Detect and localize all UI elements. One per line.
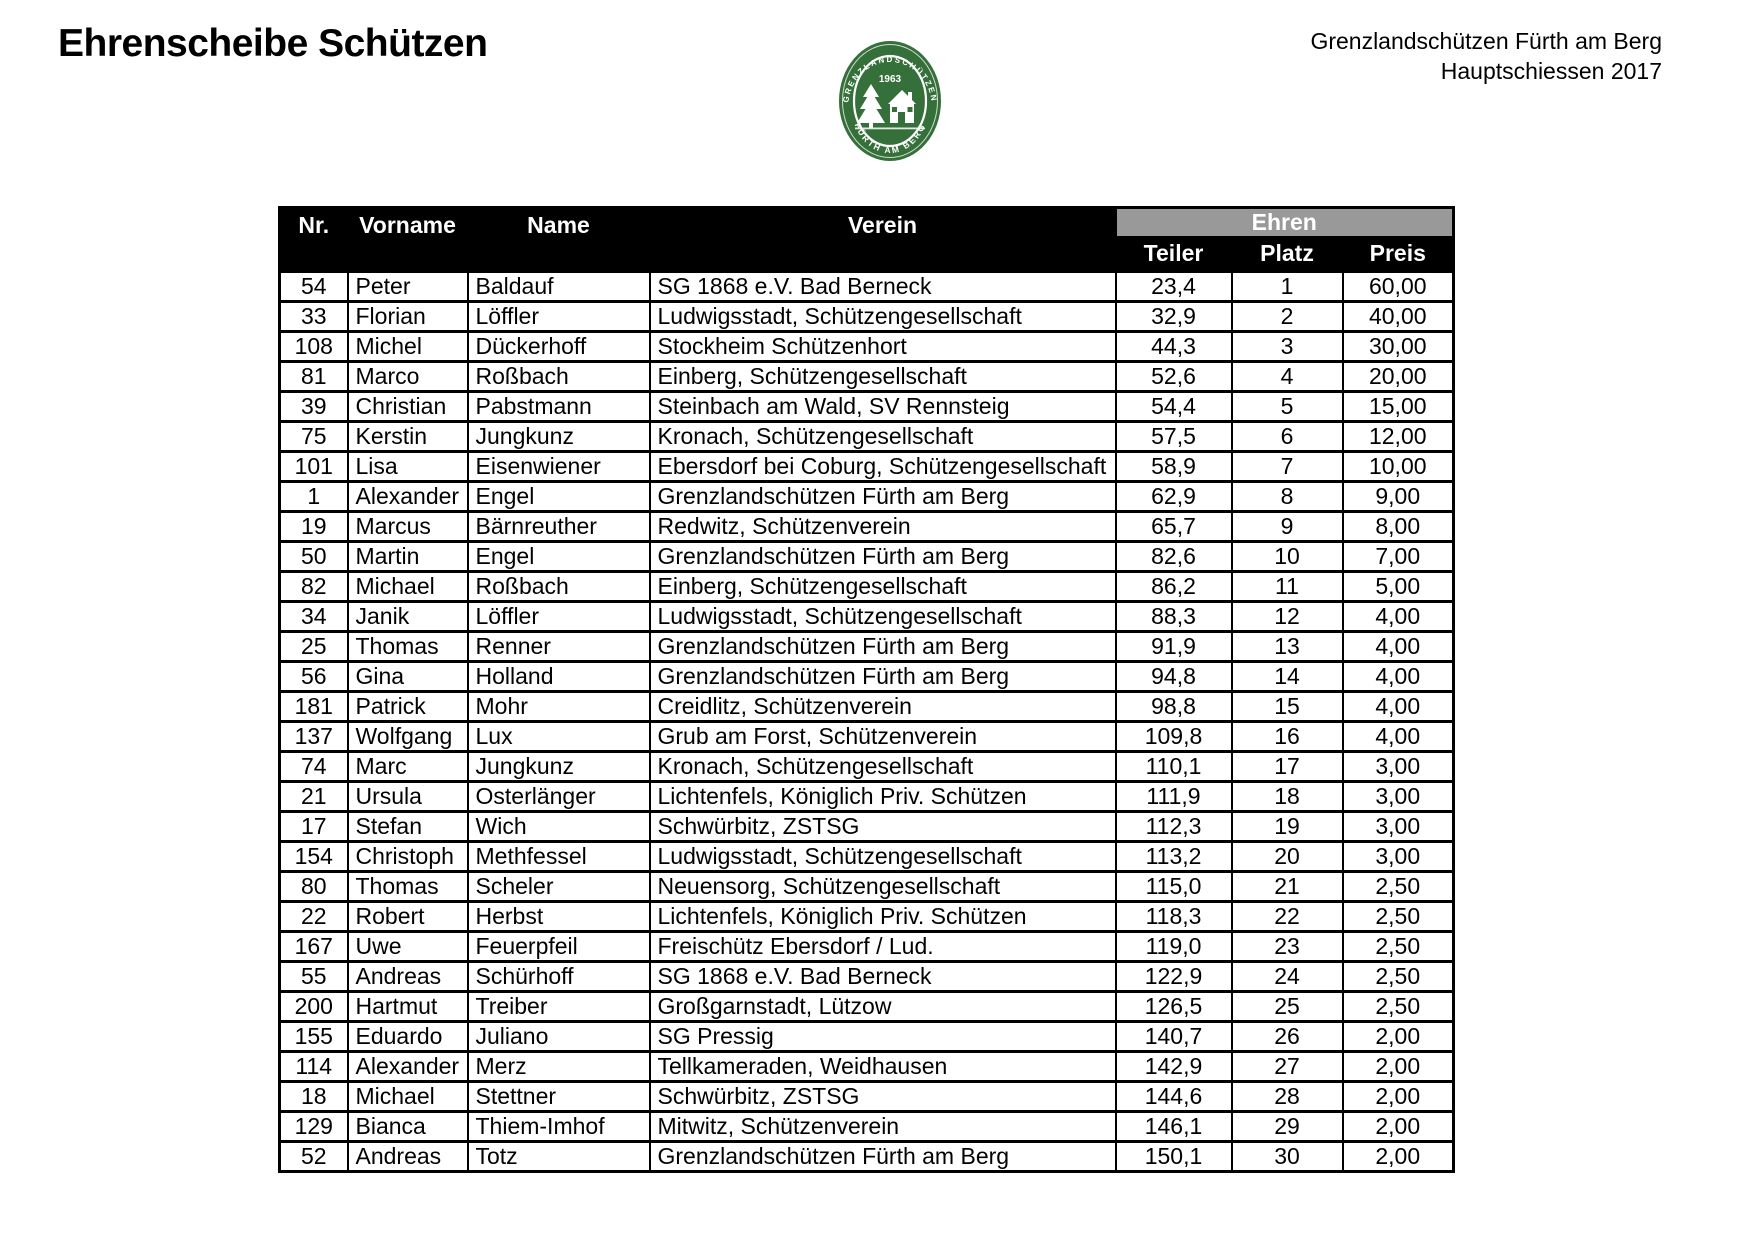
cell-preis: 10,00: [1343, 451, 1454, 481]
cell-verein: Grenzlandschützen Fürth am Berg: [650, 541, 1116, 571]
cell-preis: 2,50: [1343, 961, 1454, 991]
cell-preis: 4,00: [1343, 691, 1454, 721]
cell-verein: Kronach, Schützengesellschaft: [650, 751, 1116, 781]
cell-name: Scheler: [468, 871, 650, 901]
cell-preis: 2,00: [1343, 1141, 1454, 1171]
cell-nr: 55: [280, 961, 348, 991]
cell-teiler: 126,5: [1116, 991, 1232, 1021]
cell-teiler: 44,3: [1116, 331, 1232, 361]
cell-vorname: Michel: [348, 331, 468, 361]
cell-vorname: Alexander: [348, 1051, 468, 1081]
table-row: [280, 1021, 1454, 1051]
cell-vorname: Stefan: [348, 811, 468, 841]
cell-platz: 10: [1232, 541, 1343, 571]
cell-name: Wich: [468, 811, 650, 841]
cell-teiler: 98,8: [1116, 691, 1232, 721]
table-row: [280, 871, 1454, 901]
cell-vorname: Uwe: [348, 931, 468, 961]
cell-platz: 7: [1232, 451, 1343, 481]
cell-name: Totz: [468, 1141, 650, 1171]
results-tbody: [280, 271, 1454, 1171]
page-title: Ehrenscheibe Schützen: [58, 22, 488, 65]
cell-nr: 39: [280, 391, 348, 421]
table-row: [280, 781, 1454, 811]
cell-verein: Ludwigsstadt, Schützengesellschaft: [650, 301, 1116, 331]
cell-teiler: 82,6: [1116, 541, 1232, 571]
cell-vorname: Robert: [348, 901, 468, 931]
cell-platz: 21: [1232, 871, 1343, 901]
cell-platz: 29: [1232, 1111, 1343, 1141]
cell-nr: 34: [280, 601, 348, 631]
cell-preis: 2,00: [1343, 1051, 1454, 1081]
cell-platz: 8: [1232, 481, 1343, 511]
cell-preis: 20,00: [1343, 361, 1454, 391]
cell-verein: Lichtenfels, Königlich Priv. Schützen: [650, 901, 1116, 931]
cell-preis: 40,00: [1343, 301, 1454, 331]
cell-verein: Schwürbitz, ZSTSG: [650, 811, 1116, 841]
cell-verein: Grenzlandschützen Fürth am Berg: [650, 661, 1116, 691]
table-row: [280, 841, 1454, 871]
cell-name: Lux: [468, 721, 650, 751]
cell-vorname: Marcus: [348, 511, 468, 541]
cell-nr: 155: [280, 1021, 348, 1051]
cell-vorname: Patrick: [348, 691, 468, 721]
cell-nr: 52: [280, 1141, 348, 1171]
cell-vorname: Lisa: [348, 451, 468, 481]
cell-teiler: 119,0: [1116, 931, 1232, 961]
table-row: [280, 1051, 1454, 1081]
cell-name: Baldauf: [468, 271, 650, 301]
org-name: Grenzlandschützen Fürth am Berg: [1310, 28, 1662, 54]
cell-preis: 5,00: [1343, 571, 1454, 601]
cell-platz: 13: [1232, 631, 1343, 661]
cell-nr: 18: [280, 1081, 348, 1111]
cell-preis: 2,50: [1343, 901, 1454, 931]
cell-teiler: 57,5: [1116, 421, 1232, 451]
table-row: [280, 991, 1454, 1021]
cell-name: Pabstmann: [468, 391, 650, 421]
cell-vorname: Marc: [348, 751, 468, 781]
table-row: [280, 901, 1454, 931]
logo-ground-line: [855, 128, 925, 130]
cell-verein: Grenzlandschützen Fürth am Berg: [650, 481, 1116, 511]
cell-name: Roßbach: [468, 361, 650, 391]
cell-nr: 80: [280, 871, 348, 901]
logo-year: 1963: [878, 74, 902, 85]
cell-platz: 27: [1232, 1051, 1343, 1081]
cell-platz: 25: [1232, 991, 1343, 1021]
cell-name: Engel: [468, 481, 650, 511]
results-table: [278, 206, 1455, 1173]
cell-preis: 3,00: [1343, 751, 1454, 781]
cell-nr: 74: [280, 751, 348, 781]
cell-platz: 14: [1232, 661, 1343, 691]
cell-preis: 30,00: [1343, 331, 1454, 361]
cell-teiler: 110,1: [1116, 751, 1232, 781]
cell-platz: 15: [1232, 691, 1343, 721]
cell-platz: 4: [1232, 361, 1343, 391]
cell-teiler: 113,2: [1116, 841, 1232, 871]
cell-nr: 1: [280, 481, 348, 511]
cell-vorname: Janik: [348, 601, 468, 631]
club-logo-icon: [838, 40, 942, 162]
cell-platz: 11: [1232, 571, 1343, 601]
cell-name: Herbst: [468, 901, 650, 931]
cell-vorname: Kerstin: [348, 421, 468, 451]
cell-teiler: 111,9: [1116, 781, 1232, 811]
cell-nr: 21: [280, 781, 348, 811]
cell-name: Schürhoff: [468, 961, 650, 991]
cell-platz: 26: [1232, 1021, 1343, 1051]
cell-nr: 108: [280, 331, 348, 361]
cell-nr: 75: [280, 421, 348, 451]
cell-teiler: 58,9: [1116, 451, 1232, 481]
cell-nr: 129: [280, 1111, 348, 1141]
cell-preis: 9,00: [1343, 481, 1454, 511]
cell-teiler: 122,9: [1116, 961, 1232, 991]
cell-platz: 23: [1232, 931, 1343, 961]
header-row-1: [280, 208, 1454, 238]
cell-teiler: 94,8: [1116, 661, 1232, 691]
cell-verein: Ludwigsstadt, Schützengesellschaft: [650, 601, 1116, 631]
cell-teiler: 23,4: [1116, 271, 1232, 301]
cell-vorname: Hartmut: [348, 991, 468, 1021]
cell-verein: Lichtenfels, Königlich Priv. Schützen: [650, 781, 1116, 811]
cell-teiler: 91,9: [1116, 631, 1232, 661]
cell-preis: 8,00: [1343, 511, 1454, 541]
cell-vorname: Ursula: [348, 781, 468, 811]
cell-vorname: Christoph: [348, 841, 468, 871]
table-row: [280, 661, 1454, 691]
table-row: [280, 331, 1454, 361]
cell-name: Renner: [468, 631, 650, 661]
cell-vorname: Thomas: [348, 871, 468, 901]
cell-preis: 2,00: [1343, 1081, 1454, 1111]
cell-vorname: Florian: [348, 301, 468, 331]
cell-verein: Großgarnstadt, Lützow: [650, 991, 1116, 1021]
cell-verein: SG 1868 e.V. Bad Berneck: [650, 271, 1116, 301]
cell-platz: 5: [1232, 391, 1343, 421]
cell-verein: Grenzlandschützen Fürth am Berg: [650, 1141, 1116, 1171]
cell-nr: 82: [280, 571, 348, 601]
cell-teiler: 109,8: [1116, 721, 1232, 751]
cell-teiler: 54,4: [1116, 391, 1232, 421]
cell-preis: 2,50: [1343, 931, 1454, 961]
table-row: [280, 931, 1454, 961]
table-row: [280, 451, 1454, 481]
cell-teiler: 52,6: [1116, 361, 1232, 391]
cell-platz: 2: [1232, 301, 1343, 331]
cell-nr: 167: [280, 931, 348, 961]
cell-teiler: 146,1: [1116, 1111, 1232, 1141]
cell-verein: Einberg, Schützengesellschaft: [650, 571, 1116, 601]
cell-verein: Creidlitz, Schützenverein: [650, 691, 1116, 721]
cell-nr: 114: [280, 1051, 348, 1081]
col-header-name: Name: [468, 208, 650, 272]
cell-verein: SG Pressig: [650, 1021, 1116, 1051]
cell-name: Methfessel: [468, 841, 650, 871]
cell-name: Löffler: [468, 601, 650, 631]
cell-teiler: 32,9: [1116, 301, 1232, 331]
cell-preis: 3,00: [1343, 811, 1454, 841]
cell-preis: 2,00: [1343, 1021, 1454, 1051]
cell-platz: 3: [1232, 331, 1343, 361]
cell-verein: Grub am Forst, Schützenverein: [650, 721, 1116, 751]
cell-vorname: Eduardo: [348, 1021, 468, 1051]
cell-nr: 22: [280, 901, 348, 931]
cell-name: Jungkunz: [468, 751, 650, 781]
cell-nr: 33: [280, 301, 348, 331]
cell-preis: 60,00: [1343, 271, 1454, 301]
col-header-nr: Nr.: [280, 208, 348, 272]
cell-verein: Mitwitz, Schützenverein: [650, 1111, 1116, 1141]
cell-name: Engel: [468, 541, 650, 571]
cell-platz: 18: [1232, 781, 1343, 811]
cell-platz: 9: [1232, 511, 1343, 541]
cell-teiler: 88,3: [1116, 601, 1232, 631]
table-row: [280, 511, 1454, 541]
cell-preis: 4,00: [1343, 721, 1454, 751]
cell-verein: Ebersdorf bei Coburg, Schützengesellschaft: [650, 451, 1116, 481]
cell-name: Thiem-Imhof: [468, 1111, 650, 1141]
cell-verein: Einberg, Schützengesellschaft: [650, 361, 1116, 391]
logo-text-bottom: FÜRTH AM BERG: [852, 121, 928, 156]
cell-name: Jungkunz: [468, 421, 650, 451]
cell-platz: 17: [1232, 751, 1343, 781]
col-header-platz: Platz: [1232, 237, 1343, 271]
cell-preis: 2,50: [1343, 871, 1454, 901]
table-row: [280, 271, 1454, 301]
cell-verein: Redwitz, Schützenverein: [650, 511, 1116, 541]
cell-teiler: 65,7: [1116, 511, 1232, 541]
cell-name: Stettner: [468, 1081, 650, 1111]
cell-nr: 54: [280, 271, 348, 301]
cell-teiler: 140,7: [1116, 1021, 1232, 1051]
cell-preis: 3,00: [1343, 781, 1454, 811]
table-row: [280, 961, 1454, 991]
cell-verein: Stockheim Schützenhort: [650, 331, 1116, 361]
cell-vorname: Thomas: [348, 631, 468, 661]
table-row: [280, 751, 1454, 781]
cell-preis: 7,00: [1343, 541, 1454, 571]
cell-name: Dückerhoff: [468, 331, 650, 361]
cell-platz: 12: [1232, 601, 1343, 631]
cell-name: Eisenwiener: [468, 451, 650, 481]
cell-preis: 12,00: [1343, 421, 1454, 451]
cell-teiler: 150,1: [1116, 1141, 1232, 1171]
cell-platz: 20: [1232, 841, 1343, 871]
cell-vorname: Peter: [348, 271, 468, 301]
cell-verein: Schwürbitz, ZSTSG: [650, 1081, 1116, 1111]
table-row: [280, 601, 1454, 631]
table-row: [280, 301, 1454, 331]
table-row: [280, 391, 1454, 421]
cell-verein: SG 1868 e.V. Bad Berneck: [650, 961, 1116, 991]
logo-text-top: GRENZLANDSCHÜTZEN: [841, 54, 939, 104]
cell-nr: 181: [280, 691, 348, 721]
cell-nr: 50: [280, 541, 348, 571]
table-row: [280, 631, 1454, 661]
cell-platz: 1: [1232, 271, 1343, 301]
cell-name: Feuerpfeil: [468, 931, 650, 961]
cell-preis: 2,50: [1343, 991, 1454, 1021]
cell-name: Löffler: [468, 301, 650, 331]
table-row: [280, 1141, 1454, 1171]
cell-vorname: Andreas: [348, 961, 468, 991]
table-row: [280, 481, 1454, 511]
cell-name: Osterlänger: [468, 781, 650, 811]
cell-preis: 4,00: [1343, 631, 1454, 661]
cell-nr: 137: [280, 721, 348, 751]
cell-nr: 25: [280, 631, 348, 661]
cell-platz: 6: [1232, 421, 1343, 451]
cell-name: Merz: [468, 1051, 650, 1081]
cell-platz: 24: [1232, 961, 1343, 991]
cell-verein: Kronach, Schützengesellschaft: [650, 421, 1116, 451]
cell-verein: Grenzlandschützen Fürth am Berg: [650, 631, 1116, 661]
cell-nr: 17: [280, 811, 348, 841]
cell-preis: 15,00: [1343, 391, 1454, 421]
cell-vorname: Christian: [348, 391, 468, 421]
table-row: [280, 811, 1454, 841]
cell-verein: Tellkameraden, Weidhausen: [650, 1051, 1116, 1081]
table-row: [280, 421, 1454, 451]
cell-vorname: Michael: [348, 571, 468, 601]
cell-name: Roßbach: [468, 571, 650, 601]
cell-platz: 28: [1232, 1081, 1343, 1111]
cell-teiler: 62,9: [1116, 481, 1232, 511]
cell-nr: 200: [280, 991, 348, 1021]
cell-teiler: 144,6: [1116, 1081, 1232, 1111]
cell-verein: Freischütz Ebersdorf / Lud.: [650, 931, 1116, 961]
cell-verein: Neuensorg, Schützengesellschaft: [650, 871, 1116, 901]
cell-nr: 19: [280, 511, 348, 541]
table-row: [280, 1111, 1454, 1141]
cell-vorname: Gina: [348, 661, 468, 691]
table-row: [280, 571, 1454, 601]
cell-preis: 4,00: [1343, 601, 1454, 631]
cell-vorname: Martin: [348, 541, 468, 571]
cell-verein: Steinbach am Wald, SV Rennsteig: [650, 391, 1116, 421]
cell-teiler: 86,2: [1116, 571, 1232, 601]
table-row: [280, 1081, 1454, 1111]
cell-teiler: 112,3: [1116, 811, 1232, 841]
cell-nr: 56: [280, 661, 348, 691]
table-row: [280, 691, 1454, 721]
table-row: [280, 541, 1454, 571]
cell-preis: 3,00: [1343, 841, 1454, 871]
col-header-vorname: Vorname: [348, 208, 468, 272]
event-name: Hauptschiessen 2017: [1440, 58, 1662, 84]
cell-teiler: 115,0: [1116, 871, 1232, 901]
table-row: [280, 721, 1454, 751]
col-header-teiler: Teiler: [1116, 237, 1232, 271]
cell-vorname: Michael: [348, 1081, 468, 1111]
cell-platz: 16: [1232, 721, 1343, 751]
cell-vorname: Wolfgang: [348, 721, 468, 751]
col-header-verein: Verein: [650, 208, 1116, 272]
cell-name: Bärnreuther: [468, 511, 650, 541]
table-row: [280, 361, 1454, 391]
cell-platz: 19: [1232, 811, 1343, 841]
cell-name: Holland: [468, 661, 650, 691]
cell-nr: 81: [280, 361, 348, 391]
cell-name: Treiber: [468, 991, 650, 1021]
cell-platz: 30: [1232, 1141, 1343, 1171]
cell-name: Juliano: [468, 1021, 650, 1051]
cell-name: Mohr: [468, 691, 650, 721]
cell-nr: 101: [280, 451, 348, 481]
col-group-header-ehren: Ehren: [1116, 208, 1454, 238]
document-header-right: [1310, 26, 1662, 86]
cell-teiler: 118,3: [1116, 901, 1232, 931]
cell-vorname: Andreas: [348, 1141, 468, 1171]
cell-vorname: Marco: [348, 361, 468, 391]
cell-vorname: Bianca: [348, 1111, 468, 1141]
cell-teiler: 142,9: [1116, 1051, 1232, 1081]
cell-verein: Ludwigsstadt, Schützengesellschaft: [650, 841, 1116, 871]
cell-platz: 22: [1232, 901, 1343, 931]
col-header-preis: Preis: [1343, 237, 1454, 271]
cell-vorname: Alexander: [348, 481, 468, 511]
cell-preis: 2,00: [1343, 1111, 1454, 1141]
cell-preis: 4,00: [1343, 661, 1454, 691]
cell-nr: 154: [280, 841, 348, 871]
